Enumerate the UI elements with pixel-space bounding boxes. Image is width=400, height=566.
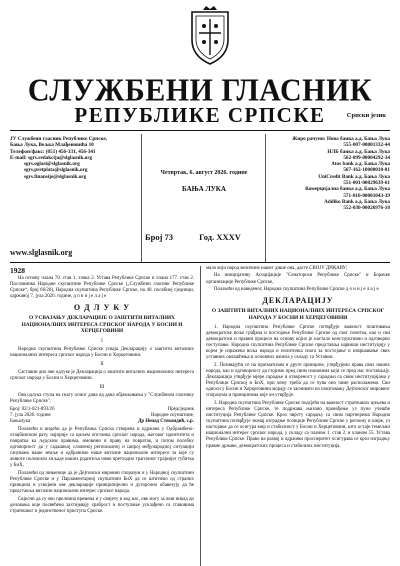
signature-right (138, 407, 194, 425)
account-line: 567-162-10000010-81 (343, 167, 390, 174)
issue-city: БАЊА ЛУКА (182, 185, 226, 193)
right-column (206, 266, 390, 451)
account-line: Жиро рачуни: Нова банка а.д. Бања Лука (292, 136, 390, 142)
publisher-line: Бања Лука, Вељка Млађеновића 10 (10, 142, 94, 149)
issue-numbers (145, 234, 263, 240)
masthead-divider (141, 134, 142, 262)
website-link[interactable]: www.slglasnik.org (10, 248, 73, 257)
signature-date: 7. јула 2026. године (10, 412, 51, 418)
publisher-email[interactable]: sgrs.oglasi@slglasnik.org (24, 161, 80, 168)
section-text: Народна скупштина Републике Српске усваја Декларацију о заштити виталних националних интереса српског народа у Босни и Херцеговини. (10, 346, 194, 358)
column-divider (200, 266, 201, 566)
declaration-subtitle: О ЗАШТИТИ ВИТАЛНИХ НАЦИОНАЛНИХ ИНТЕРЕСА СРПСКОГ НАРОДА У БОСНИ И ХЕРЦЕГОВИНИ (211, 308, 385, 321)
account-line: 551-001-00029639-61 (343, 180, 390, 187)
section-numeral: I (101, 338, 103, 344)
gazette-title: СЛУЖБЕНИ ГЛАСНИК (27, 73, 373, 108)
left-column (10, 266, 194, 516)
gazette-subtitle: РЕПУБЛИКЕ СРПСКЕ (74, 103, 326, 127)
publisher-email[interactable]: E-mail: sgrs.redakcija@slglasnik.org (10, 154, 93, 161)
language-label: Српски језик (346, 112, 386, 119)
account-line: 555-007-00001332-44 (343, 142, 390, 149)
account-line: 571-010-00001043-39 (343, 192, 390, 199)
masthead-info (10, 134, 390, 262)
account-line: 562-099-00004292-34 (343, 154, 390, 161)
reference-number: Број: 02/1-021-893/26 (10, 406, 55, 412)
account-line: НЛБ банка а.д. Бања Лука (327, 148, 390, 155)
section-text: Ова одлука ступа на снагу осмог дана од дана објављивања у "Службеном гласнику Републике Српске". (10, 393, 194, 405)
publisher-email[interactable]: sgrs.pretplata@slglasnik.org (24, 167, 88, 174)
declaration-point: 1. Народна скупштина Републике Српске потврђује важност поштовања демократске воље грађана и постојање Републике Српске од свог почетка, као и сви демократски и правни процеси на основу којих је настало конструктивно и одговорно поступање. Народна скупштина Републике Српске представља највиши институцију у којем је изражена воља народа и политичка снага за постојање и извршавање свих уставних овлашћења и основних начела у складу са Уставом. (206, 324, 390, 361)
body-paragraph: Полазећи од наведеног, Народна скупштина Републике Српске д о н и ј е л а ј е (214, 287, 379, 293)
act-number: 1928 (10, 266, 25, 275)
body-paragraph: Полазећи од чињенице да је Дејтонски мировни споразум и у Народној скупштини Републике Српске и у Парламентарној скупштини БиХ да се штитимо од страних принципа и усвојени ове декларације принципијелно и дугорочно обавезују да ће представља витални национални интерес српског народа. (10, 470, 194, 495)
publisher-block (10, 136, 138, 180)
content-columns (10, 266, 390, 566)
body-paragraph: На иницијативу Асоцијације "Сенаторски Републике Српске" и Борачке организације Републике Српске, (206, 273, 390, 285)
body-paragraph: мало који народ величине нашег дише она, дасте СВОЈУ ДРЖАВУ; (206, 266, 348, 271)
section-numeral: II (100, 361, 104, 367)
intro-paragraph: На основу члана 70. став 1. тачка 2. Устава Републике Српске и члана 177. став 2. Пословника Народне скупштине Републике Српске („Службени гласник Републике Српске“, број 66/20), Народна скупштина Републике Српске, на 40. посебној сједници, одржаној 7. јула 2026. године, д о н и ј е л а ј е (10, 276, 194, 300)
masthead-top (10, 6, 390, 108)
issue-volume: Год. XXXV (199, 232, 241, 242)
section-numeral: III (99, 385, 105, 391)
masthead-divider (265, 134, 266, 262)
account-line: Комерцијална банка а.д. Бања Лука (305, 186, 390, 193)
declaration-title: ДЕКЛАРАЦИЈУ (262, 296, 334, 306)
publisher-line: ЈУ Службени гласник Републике Српске, (10, 136, 107, 142)
issue-number: Број 73 (145, 232, 174, 242)
body-paragraph: Полазећи и видећи да је Република Српска створена и одржана у Одбрамбено-отаџбинском рату, најприје са циљем опстанка српског народа, његовог идентитета и повратка ка људским правима, имовини и праву на повратак, и потом посебну одговорност да у садашњој сложеној регионалној и широј међународној ситуацији сачувамо наше земље и одбранимо наше виталне националне интересе за које су животе положили хиљаде наших родитеља чиме претходно трагичног трајнијег губитка у БиХ, (10, 426, 194, 469)
account-line: Addiko Bank а.д. Бања Лука (324, 198, 390, 205)
signatory-name: Др Ненад Стевандић, с.р. (138, 419, 194, 425)
body-paragraph: Свјесни да су ово преломна времена и у свијету и код нас, ове могу за жив никад до деловања које посвећено захтијевају храброст и поступање усклађено са ставовима стратешког и јединственог приступа Српске. (10, 496, 194, 514)
coat-of-arms-icon (186, 6, 234, 68)
signatory-role: Народне скупштине, (150, 412, 194, 418)
decision-title: О Д Л У К У (73, 303, 131, 313)
accounts-block (268, 136, 390, 212)
account-line: UniCredit Bank а.д. Бања Лука (318, 173, 390, 180)
issue-date: Четвртак, 6. август 2026. године (160, 170, 248, 176)
account-line: Atos bank а.д. Бања Лука (331, 161, 390, 168)
decision-subtitle: О УСВАЈАЊУ ДЕКЛАРАЦИЈЕ О ЗАШТИТИ ВИТАЛНИХ НАЦИОНАЛНИХ ИНТЕРЕСА СРПСКОГ НАРОДА У БОСНИ И ХЕРЦЕГОВИНИ (21, 315, 183, 335)
signature-place: Бањалука (10, 419, 31, 425)
signature-block (10, 407, 194, 427)
publisher-email[interactable]: sgrs.finansije@slglasnik.org (24, 173, 87, 180)
masthead-bottom-rule (10, 262, 390, 263)
declaration-point: 2. Позивајући се на прагматизам и друге принципе, утврђујемо права свих наших народа, као и одговорност да стојимо пред свим изазовима који се пред нас постављају. Декларација утврђује мјере сарадње и отвореност у сарадњи са свим институцијама у Републици Српској и БиХ, при чему треба да се чува оно чиме располажемо. Сви односи у Босни и Херцеговини морају се заснивати на поштовању Дејтонског мировног споразума и принципима које он утврђује. (206, 362, 390, 399)
account-line: 552-030-00026976-18 (343, 205, 390, 212)
header-rule (10, 130, 390, 131)
publisher-line: Телефон/факс: (051) 456-331, 456-341 (10, 148, 96, 155)
declaration-point: 3. Народна скупштина Републике Српске подсјећа на важност стратешких циљева и интереса Републике Српске, те подржава њихово провођење уз пуно учешће институција Републике Српске. Кроз чврсту сарадњу са свим партнерима Народна скупштина потврђује значај изградње позиције Републике Српске у региону и шире, уз настојање да се осигура мир и стабилност у Босни и Херцеговини, што остаје темељни национални интерес српског народа, у складу са чланом 1. став 2. и чланом 55. Устава Републике Српске. Право на развој и одрживи просперитет осигурава се кроз изградњу правне државе, демократских процеса и стабилних институција. (206, 400, 390, 449)
signature-left (10, 407, 55, 425)
signatory-role: Предсједник (167, 406, 194, 412)
section-text: Саставни дио ове одлуке је Декларација о заштити виталних националних интереса српског народа у Босни и Херцеговини. (10, 369, 194, 382)
